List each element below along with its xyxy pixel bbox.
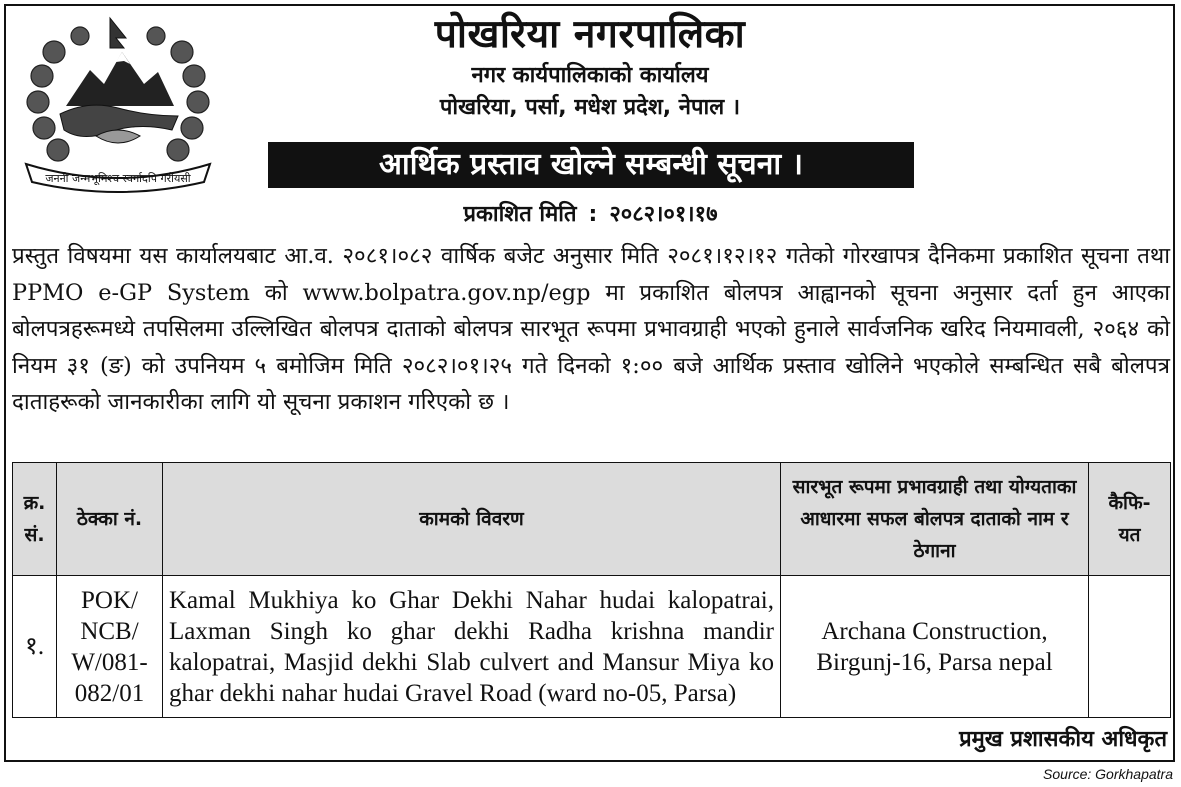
org-name: पोखरिया नगरपालिका [434, 12, 746, 57]
signatory: प्रमुख प्रशासकीय अधिकृत [959, 727, 1167, 752]
cell-contract-no: POK/ NCB/ W/081- 082/01 [57, 576, 163, 718]
publication-date-label: प्रकाशित मिति [463, 202, 577, 227]
office-address: पोखरिया, पर्सा, मधेश प्रदेश, नेपाल । [439, 95, 741, 120]
col-header-remarks: कैफि- यत [1089, 463, 1171, 576]
table-header-row [13, 463, 1171, 576]
col-header-sn: क्र. सं. [13, 463, 57, 576]
publication-date-value: २०८२।०१।१७ [609, 202, 718, 227]
source-credit: Source: Gorkhapatra [1043, 766, 1173, 782]
nepal-emblem-icon [18, 14, 218, 196]
cell-sn: १. [13, 576, 57, 718]
cell-remarks [1089, 576, 1171, 718]
org-header [230, 10, 950, 124]
col-header-description: कामको विवरण [163, 463, 781, 576]
emblem-motto: जननी जन्मभूमिश्च स्वर्गादपि गरीयसी [45, 172, 191, 185]
publication-date-separator: : [588, 202, 598, 227]
table-row [13, 576, 1171, 718]
col-header-bidder: सारभूत रूपमा प्रभावग्राही तथा योग्यताका आधारमा सफल बोलपत्र दाताको नाम र ठेगाना [781, 463, 1089, 576]
works-table [12, 462, 1171, 718]
col-header-contract-no: ठेक्का नं. [57, 463, 163, 576]
notice-title: आर्थिक प्रस्ताव खोल्ने सम्बन्धी सूचना । [268, 142, 914, 188]
publication-date [0, 200, 1181, 230]
cell-bidder: Archana Construction, Birgunj-16, Parsa nepal [781, 576, 1089, 718]
office-name: नगर कार्यपालिकाको कार्यालय [471, 63, 709, 88]
notice-body: प्रस्तुत विषयमा यस कार्यालयबाट आ.व. २०८१।०८२ वार्षिक बजेट अनुसार मिति २०८१।१२।१२ गतेको गोरखापत्र दैनिकमा प्रकाशित सूचना तथा PPMO e-GP System को www.bolpatra.gov.np/egp मा प्रकाशित बोलपत्र आह्वानको सूचना अनुसार दर्ता हुन आएका बोलपत्रहरूमध्ये तपसिलमा उल्लिखित बोलपत्र दाताको बोलपत्र सारभूत रूपमा प्रभावग्राही भएको हुनाले सार्वजनिक खरिद नियमावली, २०६४ को नियम ३१ (ङ) को उपनियम ५ बमोजिम मिति २०८२।०१।२५ गते दिनको १:०० बजे आर्थिक प्रस्ताव खोलिने भएकोले सम्बन्धित सबै बोलपत्र दाताहरूको जानकारीका लागि यो सूचना प्रकाशन गरिएको छ । [12, 243, 1170, 415]
cell-description: Kamal Mukhiya ko Ghar Dekhi Nahar hudai kalopatrai, Laxman Singh ko ghar dekhi Radha krishna mandir kalopatrai, Masjid dekhi Slab culvert and Mansur Miya ko ghar dekhi nahar hudai Gravel Road (ward no-05, Parsa) [163, 576, 781, 718]
